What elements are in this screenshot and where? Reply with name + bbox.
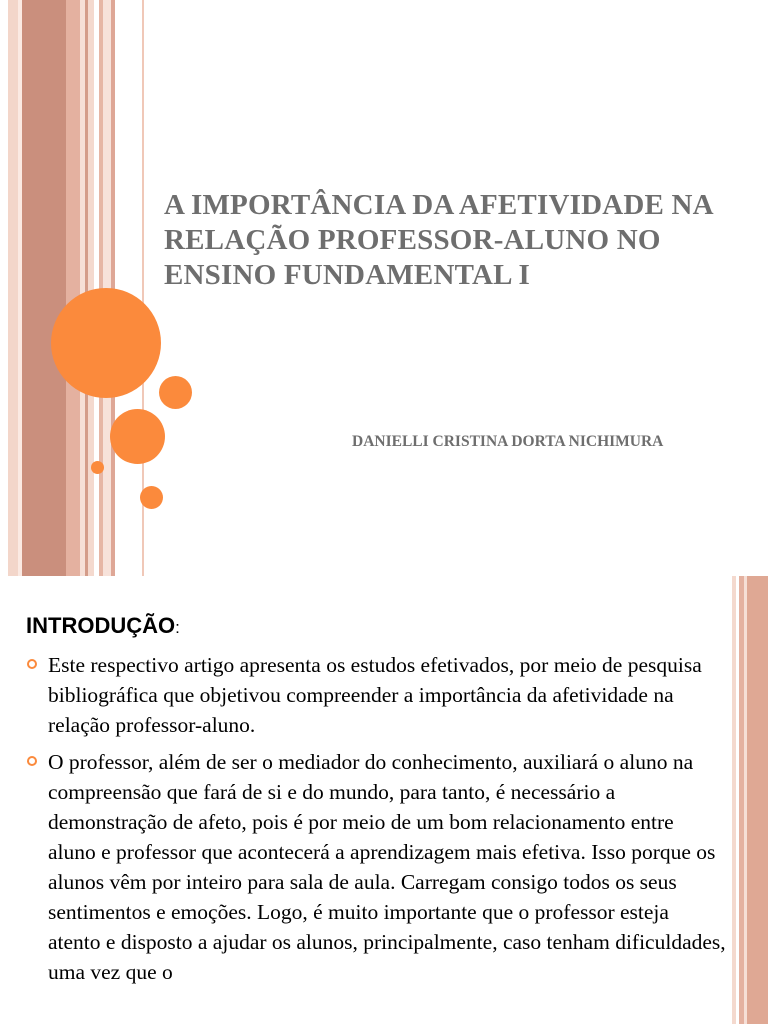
list-item [26,747,726,987]
stripe [747,576,768,1024]
slide-heading [26,612,180,642]
bullet-text: Este respectivo artigo apresenta os estudos efetivados, por meio de pesquisa bibliográfica que objetivou compreender a importância da afetividade na relação professor-aluno. [48,653,702,737]
stripe [22,0,66,576]
bullet-text: O professor, além de ser o mediador do conhecimento, auxiliará o aluno na compreensão que fará de si e do mundo, para tanto, é necessário a demonstração de afeto, pois é por meio de um bom relacionamento entre aluno e professor que acontecerá a aprendizagem mais efetiva. Isso porque os alunos vêm por inteiro para sala de aula. Carregam consigo todos os seus sentimentos e emoções. Logo, é muito importante que o professor esteja atento e disposto a ajudar os alunos, principalmente, caso tenham dificuldades, uma vez que o [48,750,726,984]
decorative-circle [140,486,163,509]
circle-bullet-icon [27,659,37,669]
heading-colon: : [175,618,180,637]
circle-bullet-icon [27,756,37,766]
decorative-circle [159,376,192,409]
decorative-circle [51,288,161,398]
slide-title: A IMPORTÂNCIA DA AFETIVIDADE NA RELAÇÃO PROFESSOR-ALUNO NO ENSINO FUNDAMENTAL I [164,189,713,291]
bullet-list [26,650,726,994]
stripe [8,0,18,576]
decorative-circle [110,409,165,464]
author-name: DANIELLI CRISTINA DORTA NICHIMURA [352,433,664,450]
stripe [66,0,80,576]
heading-text: INTRODUÇÃO [26,613,176,638]
decorative-circle [91,461,104,474]
list-item [26,650,726,740]
content-slide [0,576,768,1024]
